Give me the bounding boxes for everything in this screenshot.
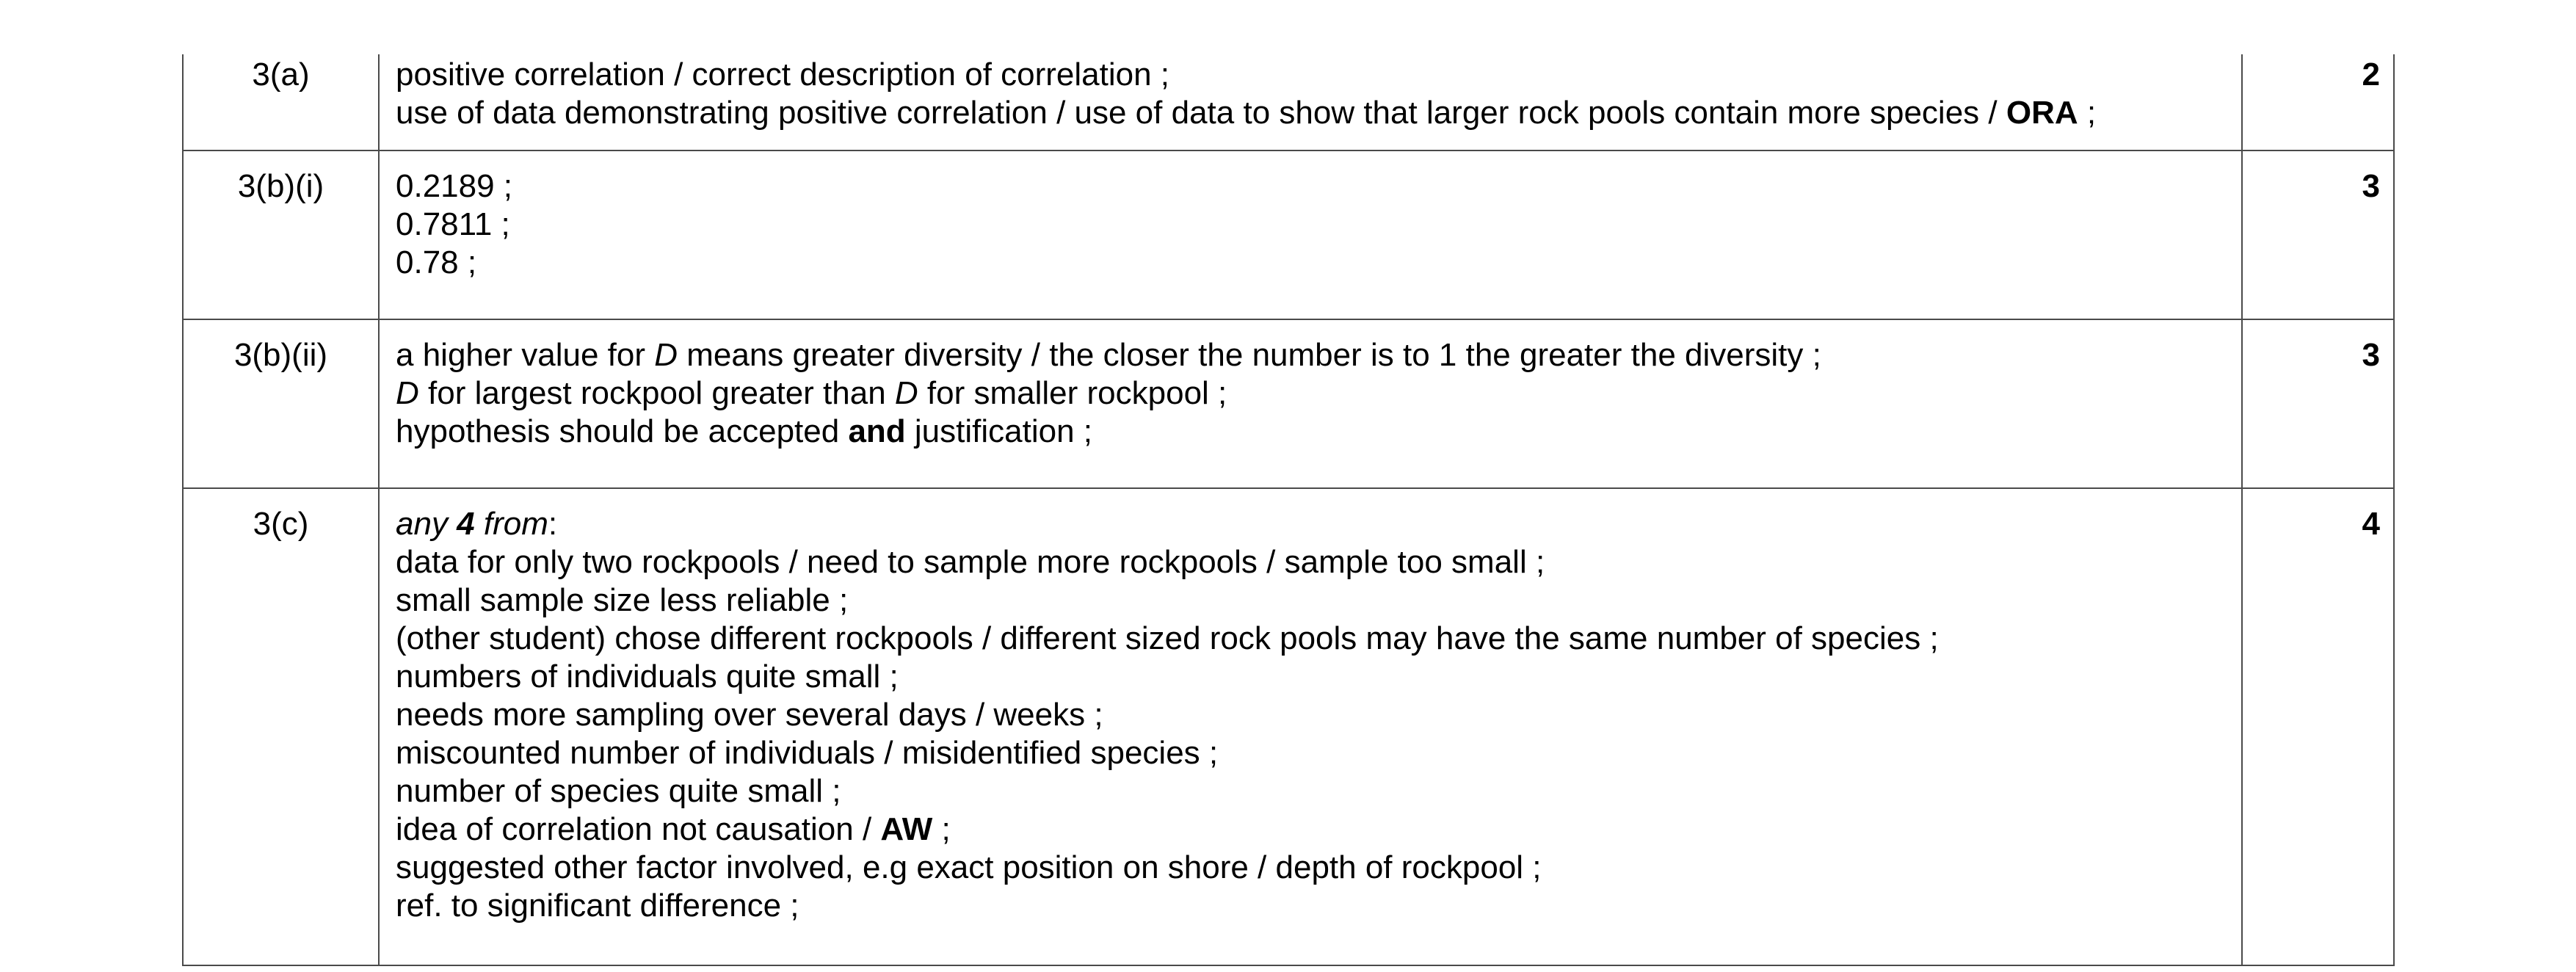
answer-line: suggested other factor involved, e.g exact position on shore / depth of rockpool ; bbox=[396, 849, 1542, 885]
answer-line: 0.78 ; bbox=[396, 244, 477, 280]
variable-d: D bbox=[396, 375, 419, 411]
ora-abbrev: ORA bbox=[2006, 95, 2078, 131]
answer-line: data for only two rockpools / need to sample more rockpools / sample too small ; bbox=[396, 544, 1545, 580]
answer-line: 0.7811 ; bbox=[396, 206, 510, 242]
answer-line: ref. to significant difference ; bbox=[396, 888, 799, 924]
answer-cell bbox=[379, 488, 2242, 965]
answer-cell bbox=[379, 54, 2242, 150]
question-number: 3(b)(i) bbox=[183, 150, 379, 319]
answer-line: any 4 from: bbox=[396, 506, 558, 542]
answer-line: number of species quite small ; bbox=[396, 773, 841, 809]
answer-line: needs more sampling over several days / weeks ; bbox=[396, 697, 1103, 733]
table-row bbox=[183, 54, 2394, 150]
answer-line: use of data demonstrating positive correlation / use of data to show that larger rock pools contain more species / ORA ; bbox=[396, 95, 2097, 131]
answer-line: (other student) chose different rockpools / different sized rock pools may have the same number of species ; bbox=[396, 620, 1939, 656]
answer-line: small sample size less reliable ; bbox=[396, 582, 849, 618]
table-row bbox=[183, 488, 2394, 965]
answer-line: idea of correlation not causation / AW ; bbox=[396, 811, 951, 847]
variable-d: D bbox=[654, 337, 678, 373]
table-row bbox=[183, 150, 2394, 319]
any-count: 4 bbox=[457, 506, 475, 542]
answer-line: 0.2189 ; bbox=[396, 168, 513, 204]
marks-cell: 2 bbox=[2242, 54, 2394, 150]
answer-line: hypothesis should be accepted and justification ; bbox=[396, 413, 1093, 449]
answer-line: miscounted number of individuals / misidentified species ; bbox=[396, 735, 1219, 771]
marks-cell: 3 bbox=[2242, 319, 2394, 488]
question-number: 3(a) bbox=[183, 54, 379, 150]
question-number: 3(b)(ii) bbox=[183, 319, 379, 488]
table-row bbox=[183, 319, 2394, 488]
answer-cell bbox=[379, 319, 2242, 488]
variable-d: D bbox=[894, 375, 918, 411]
aw-abbrev: AW bbox=[880, 811, 933, 847]
and-emphasis: and bbox=[848, 413, 906, 449]
marks-cell: 4 bbox=[2242, 488, 2394, 965]
answer-line: numbers of individuals quite small ; bbox=[396, 659, 899, 694]
answer-line: a higher value for D means greater diversity / the closer the number is to 1 the greater the diversity ; bbox=[396, 337, 1821, 373]
question-number: 3(c) bbox=[183, 488, 379, 965]
answer-line: D for largest rockpool greater than D for smaller rockpool ; bbox=[396, 375, 1227, 411]
answer-cell bbox=[379, 150, 2242, 319]
mark-scheme-table bbox=[182, 54, 2395, 966]
answer-line: positive correlation / correct description of correlation ; bbox=[396, 57, 1170, 93]
marks-cell: 3 bbox=[2242, 150, 2394, 319]
